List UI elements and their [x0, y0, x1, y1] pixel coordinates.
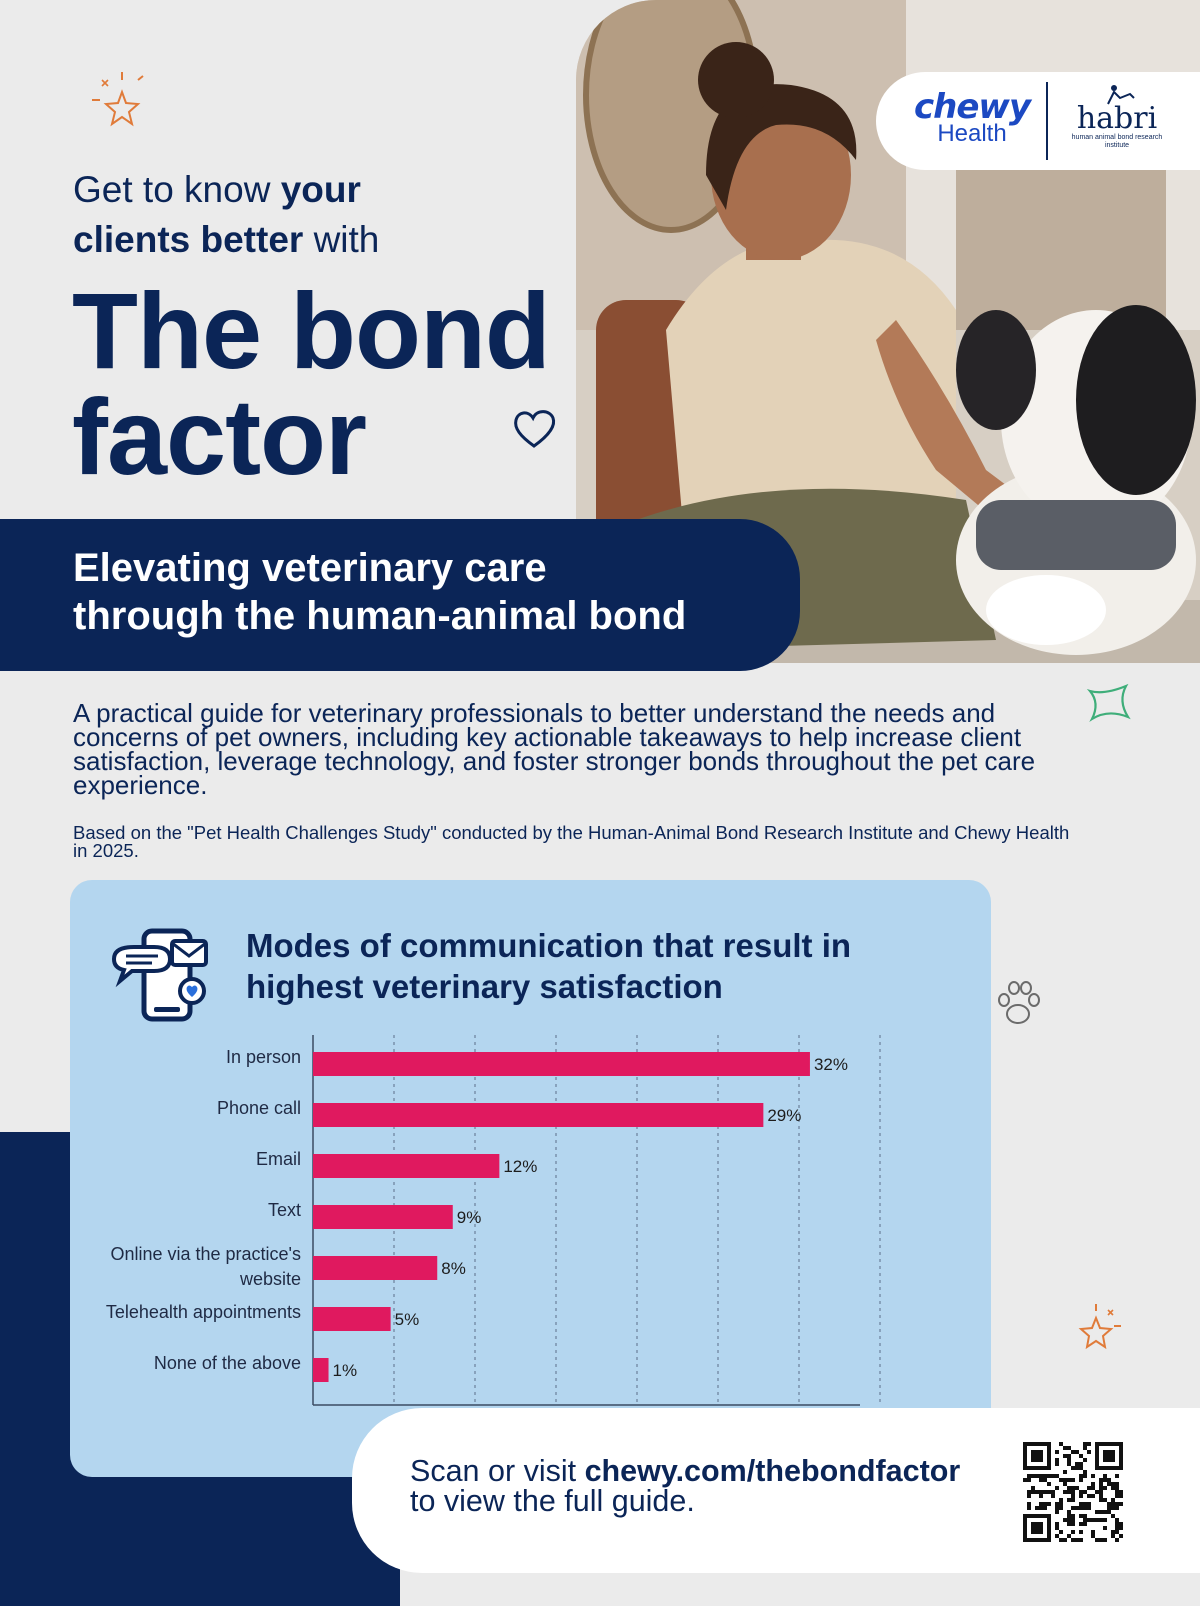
cta-suffix: to view the full guide.: [410, 1484, 695, 1518]
bar-value-label: 9%: [456, 1208, 482, 1227]
category-label: In person: [225, 1047, 301, 1067]
habri-figure-icon: [1102, 84, 1136, 106]
habri-tagline: human animal bond research institute: [1071, 134, 1163, 149]
title-line-1: The bond: [72, 270, 550, 391]
description: A practical guide for veterinary professionals to better understand the needs and concerns of pet owners, including key actionable takeaways to help increase client satisfaction, leverage technology, and foster stronger bonds throughout the pet care experience.: [73, 698, 1036, 800]
category-label: Phone call: [216, 1098, 301, 1118]
bar: [313, 1358, 329, 1382]
subtitle: [73, 544, 793, 640]
cta-panel: [352, 1408, 1200, 1573]
bar-value-label: 5%: [394, 1310, 420, 1329]
chart-card: [70, 880, 991, 1477]
subtitle-band: [0, 519, 800, 671]
label-layer: [106, 1047, 848, 1380]
intro-part-2: with: [303, 219, 380, 260]
category-label: Email: [255, 1149, 301, 1169]
logo-divider: [1046, 82, 1048, 160]
bar-chart: [70, 880, 991, 1477]
intro-bold-1: your: [280, 169, 361, 210]
qr-code-icon[interactable]: [1023, 1442, 1123, 1542]
intro-text: [73, 165, 543, 265]
page-title: [72, 270, 572, 497]
habri-logo: [1062, 86, 1172, 150]
title-line-2: factor: [72, 376, 367, 497]
cta-prefix: Scan or visit: [410, 1454, 585, 1488]
bar-value-label: 1%: [332, 1361, 358, 1380]
sparkle-star-icon: [88, 70, 150, 132]
cta-text: [410, 1456, 1010, 1516]
bar: [313, 1307, 391, 1331]
subtitle-line-2: through the human-animal bond: [73, 594, 687, 638]
paw-print-icon: [992, 978, 1044, 1030]
bar-layer: [313, 1052, 810, 1382]
habri-wordmark: habri: [1076, 101, 1158, 136]
chart-title: Modes of communication that result in highest veterinary satisfaction: [246, 927, 852, 1005]
bar: [313, 1154, 499, 1178]
bar-value-label: 29%: [767, 1106, 802, 1125]
subtitle-line-1: Elevating veterinary care: [73, 546, 547, 590]
bar-value-label: 8%: [441, 1259, 466, 1278]
category-label: Online via the practice's: [110, 1244, 301, 1264]
bar: [313, 1052, 810, 1076]
bar: [313, 1256, 437, 1280]
category-label: None of the above: [153, 1353, 301, 1373]
sparkle-star-icon-bottom: [1074, 1302, 1126, 1354]
category-label: website: [239, 1269, 301, 1289]
bar-value-label: 32%: [813, 1055, 848, 1074]
partner-logos: [876, 72, 1200, 170]
bar-value-label: 12%: [503, 1157, 538, 1176]
bar: [313, 1103, 763, 1127]
cta-url-link[interactable]: chewy.com/thebondfactor: [584, 1454, 961, 1488]
chewy-health-logo: [912, 87, 1032, 147]
category-label: Text: [267, 1200, 301, 1220]
health-wordmark: Health: [937, 120, 1007, 147]
intro-bold-2: clients better: [73, 219, 304, 260]
source-note: Based on the "Pet Health Challenges Study" conducted by the Human-Animal Bond Research Institute and Chewy Health in 2025.: [73, 822, 1070, 861]
bar: [313, 1205, 453, 1229]
intro-part-1: Get to know: [73, 169, 281, 210]
four-point-sparkle-icon: [1086, 683, 1132, 723]
chewy-wordmark: chewy: [914, 87, 1030, 127]
category-label: Telehealth appointments: [105, 1302, 301, 1322]
